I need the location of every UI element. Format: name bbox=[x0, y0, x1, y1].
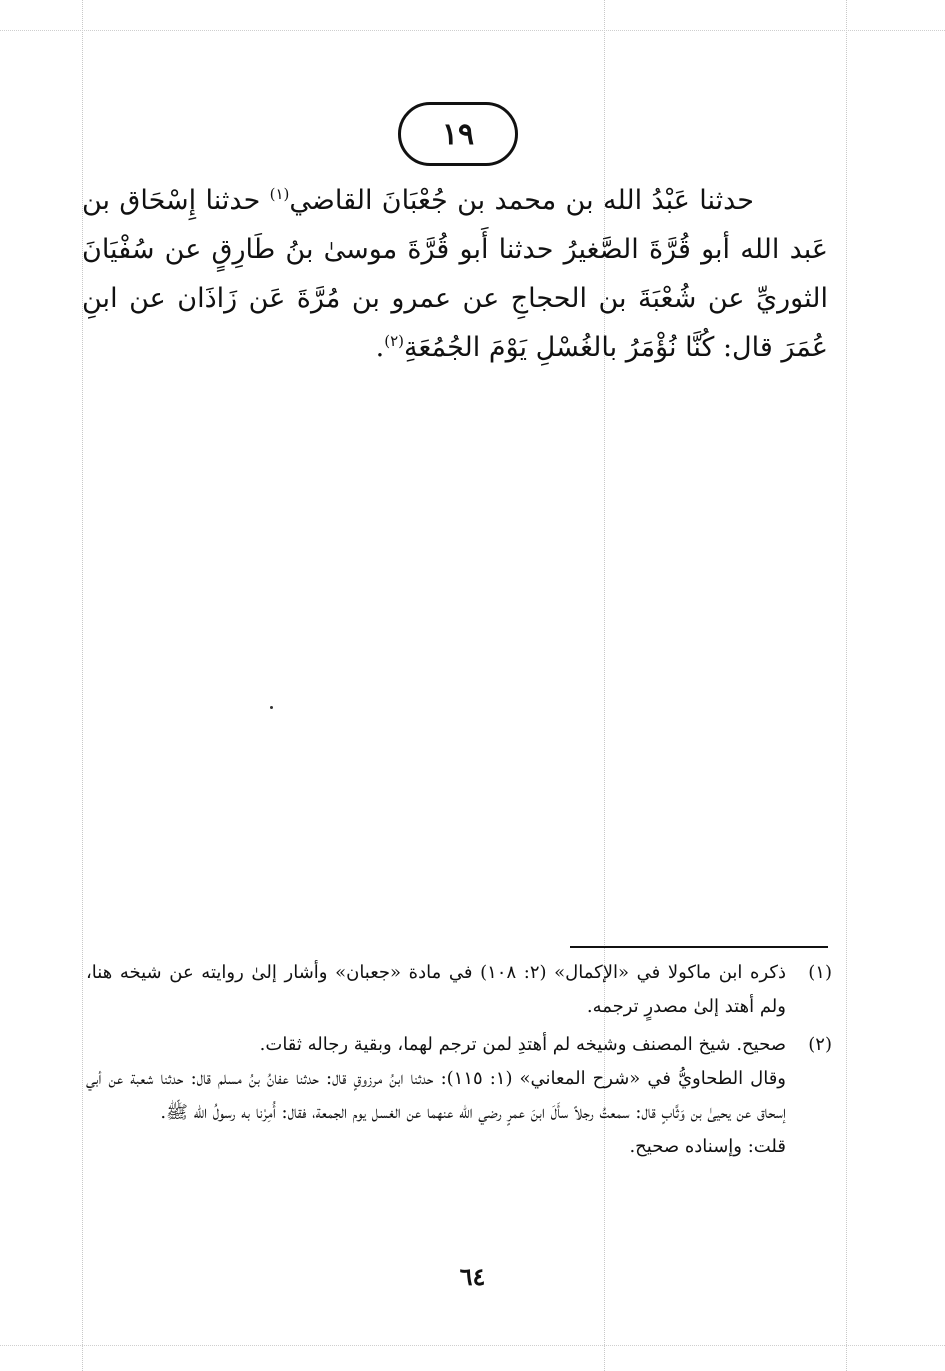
footnote-ref-1[interactable]: (١) bbox=[269, 185, 290, 203]
footnote-2-continuation bbox=[86, 1062, 786, 1164]
hadith-number: ١٩ bbox=[441, 116, 475, 152]
footnote-number: (٢) bbox=[808, 1034, 832, 1055]
scan-speck bbox=[270, 706, 273, 709]
hadith-text-end: . bbox=[375, 332, 385, 363]
footnote-paragraph: وقال الطحاويُّ في «شرح المعاني» (١: ١١٥): حدثنا ابنُ مرزوقٍ قال: حدثنا عفانُ بنُ مسلم قال: حدثنا شعبة عن أبي إسحاق عن يحيىٰ بن وَثَّابٍ قال: سمعتُ رجلاً سأَلَ ابنَ عمرٍ رضي الله عنهما عن الغسل يوم الجمعة، فقال: أُمِرْنا به رسولُ الله ﷺ. bbox=[86, 1068, 786, 1123]
footnote-text: ذكره ابن ماكولا في «الإكمال» (٢: ١٠٨) في مادة «جعبان» وأشار إلىٰ روايته عن شيخه هنا، ولم أهتد إلىٰ مصدرٍ ترجمه. bbox=[86, 962, 786, 1017]
footnote-1 bbox=[86, 956, 832, 1024]
footnote-paragraph: قلت: وإسناده صحيح. bbox=[629, 1136, 786, 1157]
page-number: ٦٤ bbox=[459, 1262, 486, 1291]
footnote-separator bbox=[570, 946, 828, 948]
scan-guide-line bbox=[846, 0, 847, 1371]
scan-guide-line bbox=[0, 30, 945, 31]
footnote-2 bbox=[86, 1028, 832, 1062]
hadith-paragraph bbox=[82, 176, 828, 372]
footnotes bbox=[86, 956, 832, 1164]
scan-guide-line bbox=[0, 1345, 945, 1346]
footnote-ref-2[interactable]: (٢) bbox=[384, 332, 405, 350]
hadith-text bbox=[82, 176, 828, 372]
hadith-text-part2: حدثنا إِسْحَاق بن عَبد الله أبو قُرَّةَ الصَّغيرُ حدثنا أَبو قُرَّةَ موسىٰ بنُ طَارِقٍ عن سُفْيَانَ الثوريِّ عن شُعْبَةَ بن الحجاجِ عن عمرو بن مُرَّةَ عَن زَاذَان عن ابنِ عُمَرَ قال: كُنَّا نُؤْمَرُ بالغُسْلِ يَوْمَ الجُمُعَةِ bbox=[82, 185, 828, 363]
footnote-number: (١) bbox=[808, 962, 832, 983]
hadith-number-badge bbox=[398, 102, 518, 166]
hadith-text-part1: حدثنا عَبْدُ الله بن محمد بن جُعْبَانَ القاضي bbox=[289, 185, 755, 216]
footnote-text: صحيح. شيخ المصنف وشيخه لم أهتدِ لمن ترجم لهما، وبقية رجاله ثقات. bbox=[259, 1034, 786, 1055]
